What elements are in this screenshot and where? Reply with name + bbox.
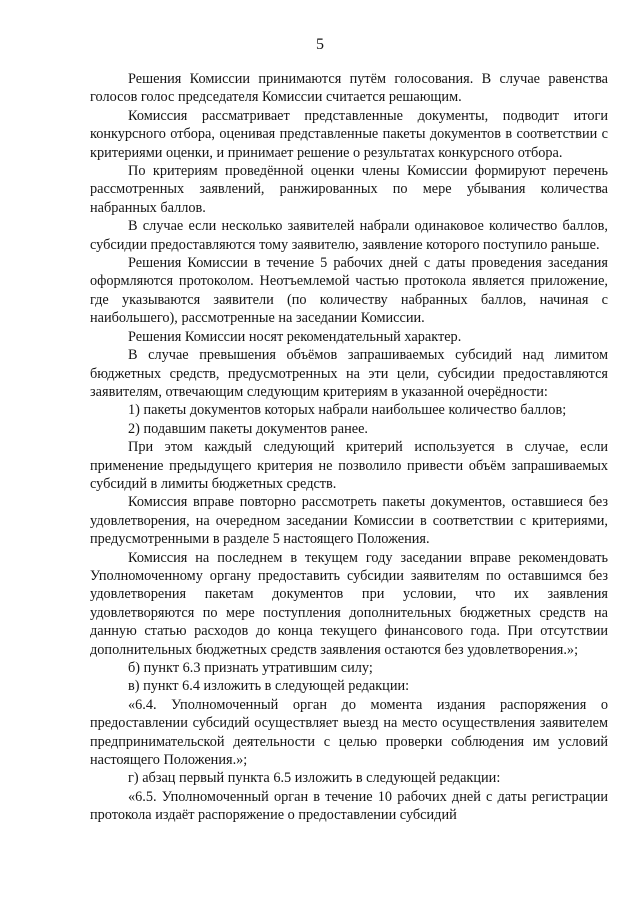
list-item-criterion-1: 1) пакеты документов которых набрали наибольшее количество баллов;	[128, 402, 567, 419]
paragraph-equal-points: В случае если несколько заявителей набрали одинаковое количество баллов, субсидии предоставляются тому заявителю, заявление которого поступило раньше.	[90, 218, 608, 253]
paragraph-criteria-order: При этом каждый следующий критерий используется в случае, если применение предыдущего критерия не позволило привести объём запрашиваемых субсидий в лимиты бюджетных средств.	[90, 439, 608, 492]
document-body	[90, 70, 608, 825]
paragraph-clause-6-5: «6.5. Уполномоченный орган в течение 10 рабочих дней с даты регистрации протокола издаёт распоряжение о предоставлении субсидий	[90, 788, 608, 824]
paragraph-recommendation: Решения Комиссии носят рекомендательный характер.	[128, 328, 462, 345]
list-item-criterion-2: 2) подавшим пакеты документов ранее.	[128, 420, 368, 437]
paragraph-last-meeting: Комиссия на последнем в текущем году заседании вправе рекомендовать Уполномоченному органу предоставить субсидии заявителям по оставшимся без удовлетворения пакетам документов при условии, что их заявления удовлетворяются по мере поступления дополнительных бюджетных средств на данную статью расходов до конца текущего финансового года. При отсутствии дополнительных бюджетных средств заявления остаются без удовлетворения.»;	[90, 549, 608, 658]
paragraph-review: Комиссия рассматривает представленные документы, подводит итоги конкурсного отбора, оценивая представленные пакеты документов в соответствии с критериями оценки, и принимает решение о результатах конкурсного отбора.	[90, 107, 608, 161]
paragraph-repeat-review: Комиссия вправе повторно рассмотреть пакеты документов, оставшиеся без удовлетворения, на очередном заседании Комиссии в соответствии с критериями, предусмотренными в разделе 5 настоящего Положения.	[90, 494, 608, 548]
paragraph-clause-6-4: «6.4. Уполномоченный орган до момента издания распоряжения о предоставлении субсидий осуществляет выезд на место осуществления заявителем предпринимательской деятельности с целью проверки соблюдения им условий настоящего Положения.»;	[90, 696, 608, 769]
paragraph-ranking: По критериям проведённой оценки члены Комиссии формируют перечень рассмотренных заявлений, ранжированных по мере убывания количества набранных баллов.	[90, 163, 608, 216]
paragraph-protocol: Решения Комиссии в течение 5 рабочих дней с даты проведения заседания оформляются протоколом. Неотъемлемой частью протокола является приложение, где указываются заявители (по количеству набранных баллов, начиная с наибольшего), рассмотренные на заседании Комиссии.	[90, 255, 608, 327]
paragraph-excess: В случае превышения объёмов запрашиваемых субсидий над лимитом бюджетных средств, предусмотренных на эти цели, субсидии предоставляются заявителям, отвечающим следующим критериям в указанной очерёдности:	[90, 347, 608, 400]
paragraph-voting: Решения Комиссии принимаются путём голосования. В случае равенства голосов голос председателя Комиссии считается решающим.	[90, 71, 608, 106]
paragraph-item-v: в) пункт 6.4 изложить в следующей редакции:	[128, 678, 410, 695]
page-number: 5	[316, 36, 324, 53]
paragraph-item-g: г) абзац первый пункта 6.5 изложить в следующей редакции:	[128, 770, 501, 787]
paragraph-item-b: б) пункт 6.3 признать утратившим силу;	[128, 660, 373, 676]
